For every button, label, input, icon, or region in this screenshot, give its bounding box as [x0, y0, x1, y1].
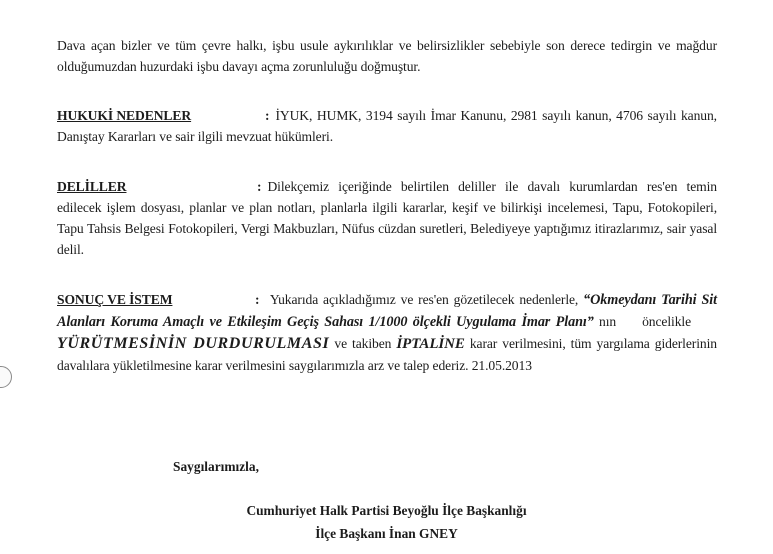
- conclusion-rest: karar verilmesini, tüm yargılama giderlerinin davalılara yükletilmesine karar verilmesini saygılarımızla arz ve talep ederiz. 21.05.2013: [57, 336, 717, 373]
- plan-suffix: nın: [599, 314, 617, 329]
- intro-paragraph: [57, 35, 717, 77]
- legal-grounds-text: İYUK, HUMK, 3194 sayılı İmar Kanunu, 2981 sayılı kanun, 4706 sayılı kanun, Danıştay Kararları ve sair ilgili mevzuat hükümleri.: [57, 108, 717, 144]
- evidence-heading: DELİLLER: [57, 179, 127, 194]
- punch-hole-mark: [0, 366, 12, 388]
- conclusion-colon: :: [255, 292, 260, 307]
- legal-grounds-colon: :: [265, 108, 270, 123]
- signature-name: İlçe Başkanı İnan GNEY: [315, 526, 458, 541]
- conclusion-lead: Yukarıda açıkladığımız ve res'en gözetilecek nedenlerle,: [269, 292, 579, 307]
- signature-organization: Cumhuriyet Halk Partisi Beyoğlu İlçe Başkanlığı: [246, 503, 527, 518]
- intro-text: Dava açan bizler ve tüm çevre halkı, işbu usule aykırılıklar ve belirsizlikler sebebiyle son derece tedirgin ve mağdur olduğumuzdan huzurdaki işbu davayı açma zorunluluğu doğmuştur.: [57, 38, 717, 74]
- legal-grounds-paragraph: [57, 105, 717, 147]
- closing-greeting: Saygılarımızla,: [173, 459, 259, 474]
- stay-of-execution-text: YÜRÜTMESİNİN DURDURULMASI: [57, 335, 330, 352]
- oncelikle-text: öncelikle: [642, 314, 691, 329]
- plan-title: “Okmeydanı Tarihi Sit Alanları Koruma Amaçlı ve Etkileşim Geçiş Sahası 1/1000 ölçekli Uygulama İmar Planı”: [57, 292, 717, 330]
- takiben-text: ve takiben: [334, 336, 392, 351]
- evidence-paragraph: [57, 176, 717, 260]
- annulment-text: İPTALİNE: [396, 336, 465, 352]
- conclusion-heading: SONUÇ VE İSTEM: [57, 292, 173, 307]
- evidence-colon: :: [257, 179, 262, 194]
- legal-grounds-heading: HUKUKİ NEDENLER: [57, 108, 192, 123]
- evidence-text: Dilekçemiz içeriğinde belirtilen deliller ile davalı kurumlardan res'en temin edilecek işlem dosyası, planlar ve plan notları, planlarla ilgili kararlar, keşif ve bilirkişi incelemesi, Tapu, Fotokopileri, Tapu Tahsis Belgesi Fotokopileri, Vergi Makbuzları, Nüfus cüzdan suretleri, Belediyeye yaptığımız itirazlarımız, sair yasal delil.: [57, 179, 717, 257]
- conclusion-paragraph: [57, 289, 717, 376]
